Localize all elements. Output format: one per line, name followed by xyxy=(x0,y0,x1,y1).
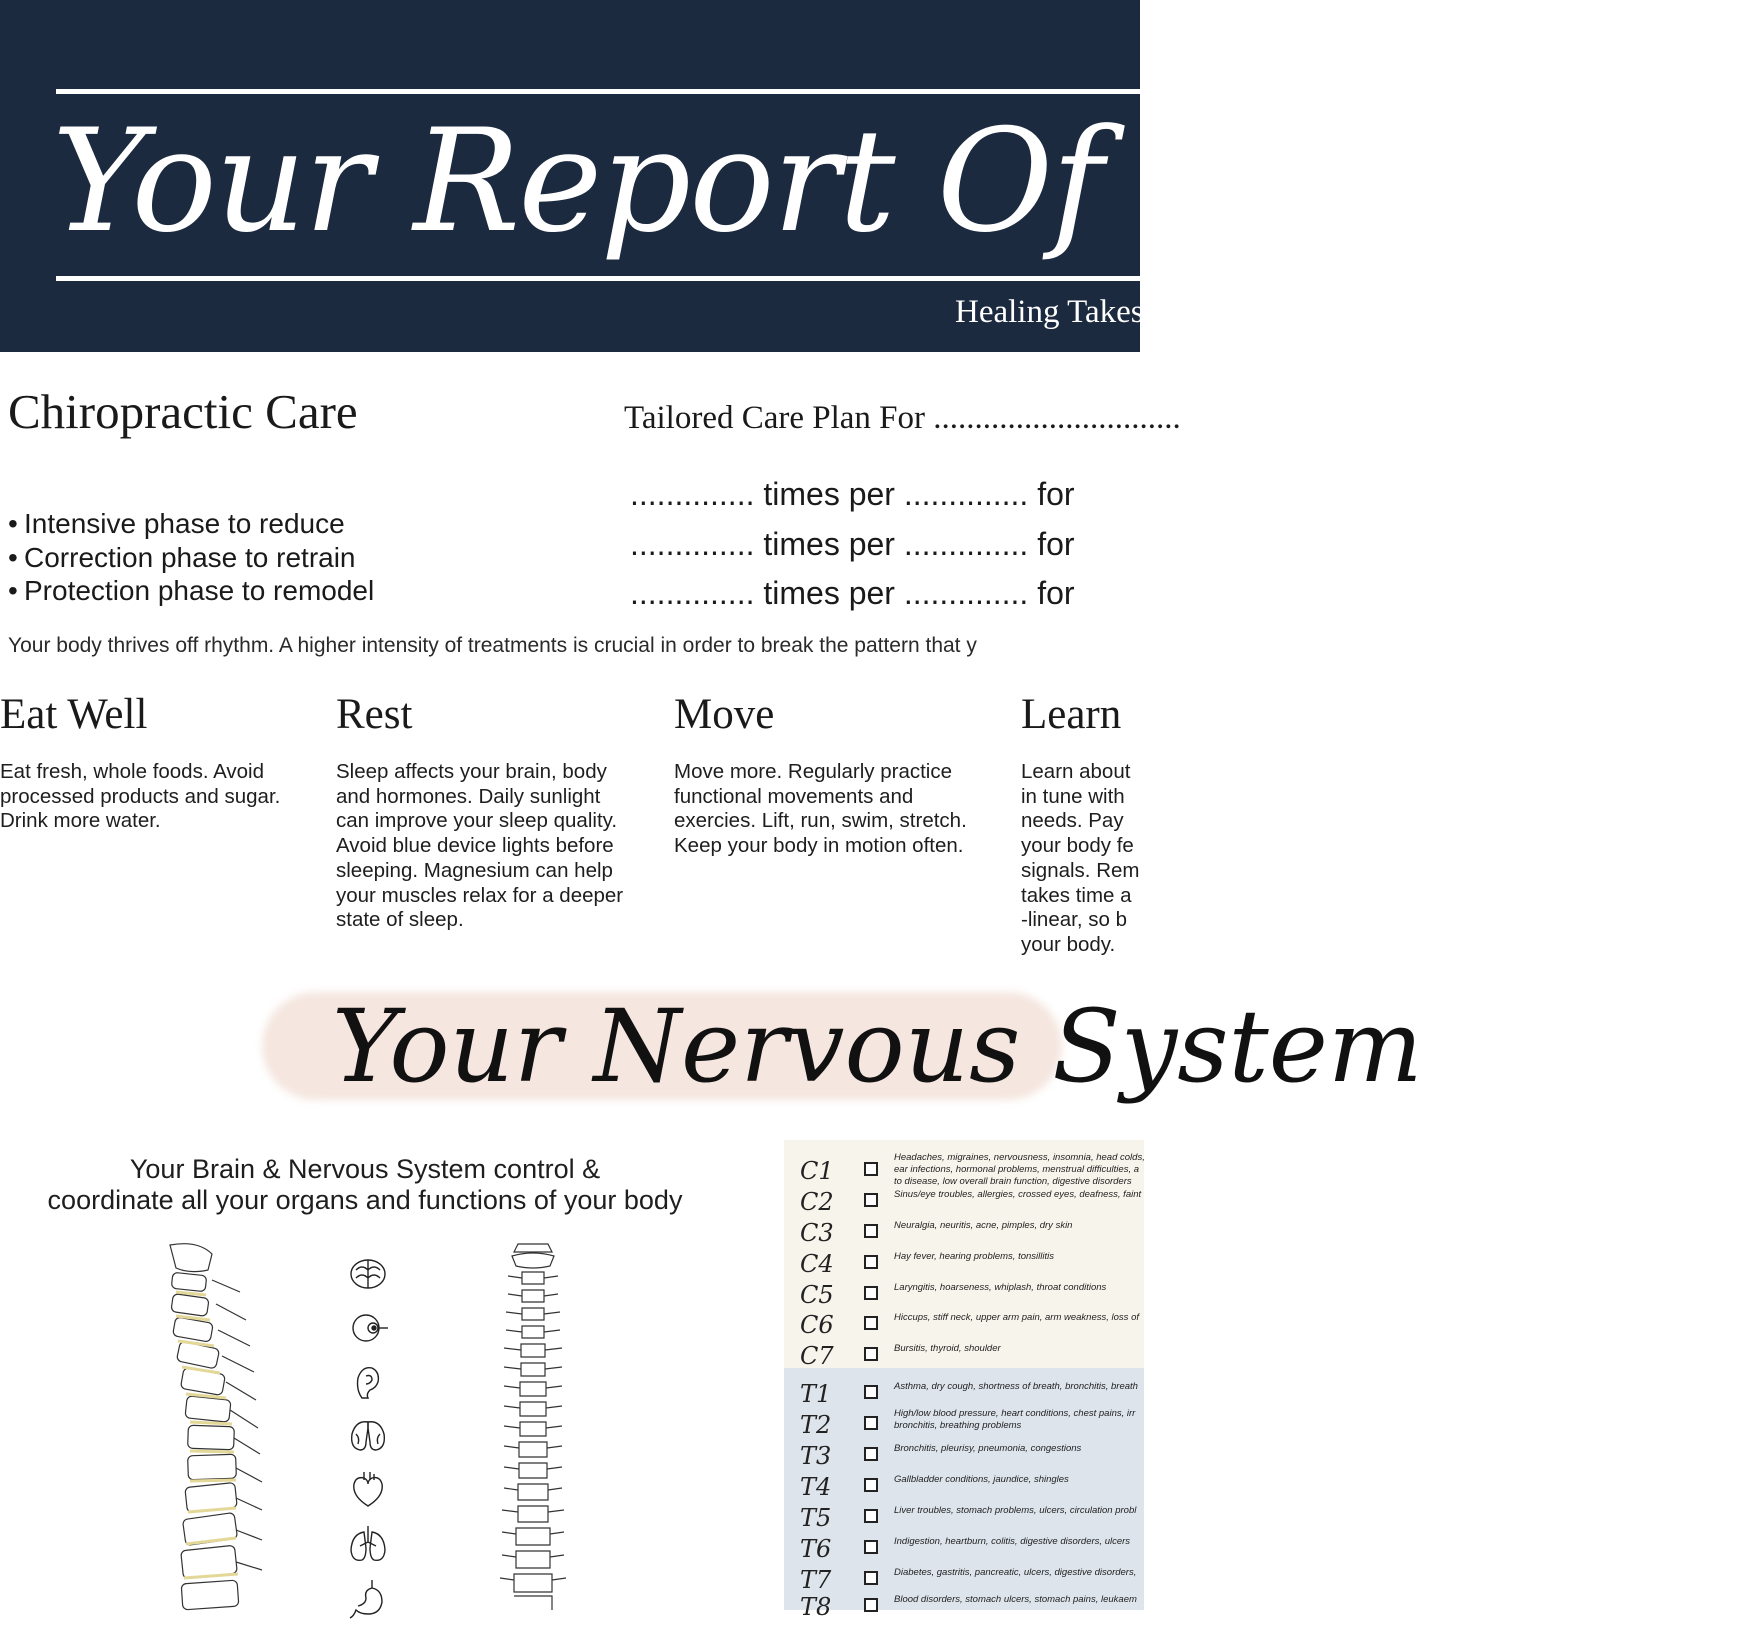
symptom-checkbox[interactable] xyxy=(864,1509,878,1523)
symptom-checkbox[interactable] xyxy=(864,1224,878,1238)
vertebra-symptoms: Neuralgia, neuritis, acne, pimples, dry skin xyxy=(894,1220,1073,1231)
header-rule-bottom xyxy=(56,276,1156,281)
vertebra-level: T8 xyxy=(800,1593,832,1621)
spine-back-view-illustration xyxy=(498,1240,568,1610)
vertebra-symptoms: Liver troubles, stomach problems, ulcers, circulation probl xyxy=(894,1505,1137,1516)
pillar-eat-well xyxy=(0,690,330,834)
vertebra-row-t6 xyxy=(784,1532,1144,1563)
pillar-text: Eat fresh, whole foods. Avoid processed products and sugar. Drink more water. xyxy=(0,760,281,833)
phase-label: Intensive phase to reduce xyxy=(24,508,345,539)
symptom-checkbox[interactable] xyxy=(864,1162,878,1176)
vertebra-row-t8 xyxy=(784,1590,1144,1621)
vertebra-row-c5 xyxy=(784,1278,1144,1309)
pillar-move xyxy=(674,690,1004,859)
symptom-checkbox[interactable] xyxy=(864,1598,878,1612)
vertebra-symptoms: Bronchitis, pleurisy, pneumonia, congestions xyxy=(894,1443,1082,1454)
pillar-rest xyxy=(336,690,666,933)
phase-label: Correction phase to retrain xyxy=(24,541,356,573)
vertebra-level: C4 xyxy=(800,1250,834,1278)
vertebra-symptoms: Sinus/eye troubles, allergies, crossed eyes, deafness, faint xyxy=(894,1189,1142,1200)
symptom-checkbox[interactable] xyxy=(864,1316,878,1330)
vertebra-symptoms: Laryngitis, hoarseness, whiplash, throat conditions xyxy=(894,1282,1107,1293)
vertebra-row-c6 xyxy=(784,1308,1144,1339)
care-plan-for-field[interactable]: Tailored Care Plan For .............................. xyxy=(624,400,1181,436)
vertebra-row-c4 xyxy=(784,1247,1144,1278)
vertebra-level: T1 xyxy=(800,1380,832,1408)
care-phase-list xyxy=(8,507,374,608)
lungs-icon xyxy=(346,1522,390,1566)
frequency-row[interactable]: .............. times per .............. for xyxy=(630,476,1075,512)
pillar-text: Move more. Regularly practice functional movements and exercies. Lift, run, swim, stretch. Keep your body in motion often. xyxy=(674,760,967,858)
ear-icon xyxy=(346,1360,390,1404)
vertebra-symptoms: Diabetes, gastritis, pancreatic, ulcers, digestive disorders, xyxy=(894,1567,1137,1578)
stomach-icon xyxy=(346,1576,390,1620)
symptom-checkbox[interactable] xyxy=(864,1447,878,1461)
vertebra-symptoms: Gallbladder conditions, jaundice, shingles xyxy=(894,1474,1069,1485)
vertebra-row-c7 xyxy=(784,1339,1144,1370)
care-section-title: Chiropractic Care xyxy=(8,384,358,439)
vertebra-level: C5 xyxy=(800,1281,834,1309)
symptom-checkbox[interactable] xyxy=(864,1286,878,1300)
report-title: Your Report Of Findings xyxy=(52,99,1756,264)
brain-icon xyxy=(346,1252,390,1296)
pillar-title: Learn xyxy=(1021,691,1122,738)
rhythm-paragraph: Your body thrives off rhythm. A higher intensity of treatments is crucial in order to break the pattern that y xyxy=(8,634,977,657)
frequency-row[interactable]: .............. times per .............. for xyxy=(630,525,1075,562)
frequency-fields xyxy=(630,470,1075,619)
vertebra-symptoms: Hay fever, hearing problems, tonsillitis xyxy=(894,1251,1054,1262)
vertebra-level: T2 xyxy=(800,1411,832,1439)
vertebra-symptoms: Headaches, migraines, nervousness, insomnia, head colds, ear infections, hormonal problems, menstrual difficulties, a to disease, low overall brain function, digestive disorders xyxy=(894,1152,1145,1187)
vertebra-symptoms: Asthma, dry cough, shortness of breath, bronchitis, breath xyxy=(894,1381,1138,1392)
vertebra-level: C1 xyxy=(800,1157,834,1185)
spine-side-view-illustration xyxy=(150,1240,270,1610)
vertebra-row-t4 xyxy=(784,1470,1144,1501)
vertebra-checklist xyxy=(784,1140,1145,1621)
symptom-checkbox[interactable] xyxy=(864,1193,878,1207)
vertebra-level: T5 xyxy=(800,1504,832,1532)
symptom-checkbox[interactable] xyxy=(864,1540,878,1554)
pillar-title: Eat Well xyxy=(0,691,148,738)
phase-label: Protection phase to remodel xyxy=(24,575,375,606)
vertebra-row-t2 xyxy=(784,1408,1144,1439)
vertebra-level: C3 xyxy=(800,1219,834,1247)
report-header xyxy=(0,0,1756,352)
pillar-title: Move xyxy=(674,691,775,738)
heart-icon xyxy=(346,1468,390,1512)
symptom-checkbox[interactable] xyxy=(864,1347,878,1361)
vertebra-level: C7 xyxy=(800,1342,834,1370)
bullet-icon: • xyxy=(8,508,18,539)
frequency-row[interactable]: .............. times per .............. for xyxy=(630,575,1075,611)
vertebra-level: T7 xyxy=(800,1566,832,1594)
symptom-checkbox[interactable] xyxy=(864,1255,878,1269)
vertebra-symptoms: Bursitis, thyroid, shoulder xyxy=(894,1343,1001,1354)
phase-item xyxy=(8,507,374,541)
bullet-icon: • xyxy=(8,541,18,573)
vertebra-level: T4 xyxy=(800,1473,832,1501)
report-tagline: Healing Takes Time xyxy=(955,294,1220,330)
symptom-checkbox[interactable] xyxy=(864,1416,878,1430)
phase-item xyxy=(8,574,374,608)
vertebra-level: T6 xyxy=(800,1535,832,1563)
vertebra-symptoms: High/low blood pressure, heart conditions, chest pains, irr bronchitis, breathing problems xyxy=(894,1408,1136,1431)
pillar-text: Learn about in tune with needs. Pay your body fe signals. Rem takes time a -linear, so b your body. xyxy=(1021,760,1140,956)
vertebra-row-c3 xyxy=(784,1216,1144,1247)
vertebra-row-t3 xyxy=(784,1439,1144,1470)
phase-item xyxy=(8,541,374,575)
vertebra-level: T3 xyxy=(800,1442,832,1470)
symptom-checkbox[interactable] xyxy=(864,1571,878,1585)
symptom-checkbox[interactable] xyxy=(864,1478,878,1492)
vertebra-row-c1 xyxy=(784,1154,1144,1185)
vertebra-symptoms: Hiccups, stiff neck, upper arm pain, arm weakness, loss of xyxy=(894,1312,1139,1323)
organ-icon-column xyxy=(346,1252,396,1630)
pillar-title: Rest xyxy=(336,691,413,738)
vertebra-symptoms: Indigestion, heartburn, colitis, digestive disorders, ulcers xyxy=(894,1536,1131,1547)
vertebra-level: C6 xyxy=(800,1311,834,1339)
vertebra-row-t5 xyxy=(784,1501,1144,1532)
symptom-checkbox[interactable] xyxy=(864,1385,878,1399)
pillar-text: Sleep affects your brain, body and hormones. Daily sunlight can improve your sleep quality. Avoid blue device lights before sleeping. Magnesium can help your muscles relax for a deeper state of sleep. xyxy=(336,760,624,932)
vertebra-level: C2 xyxy=(800,1188,834,1216)
pillar-learn xyxy=(1021,690,1140,958)
eye-icon xyxy=(346,1306,390,1350)
lungs-icon xyxy=(346,1414,390,1458)
vertebra-row-c2 xyxy=(784,1185,1144,1216)
nervous-system-description: Your Brain & Nervous System control & coordinate all your organs and functions of your body xyxy=(47,1154,683,1215)
nervous-system-title: Your Nervous System xyxy=(332,988,1423,1105)
vertebra-symptoms: Blood disorders, stomach ulcers, stomach pains, leukaem xyxy=(894,1594,1137,1605)
vertebra-row-t1 xyxy=(784,1377,1144,1408)
bullet-icon: • xyxy=(8,575,18,606)
